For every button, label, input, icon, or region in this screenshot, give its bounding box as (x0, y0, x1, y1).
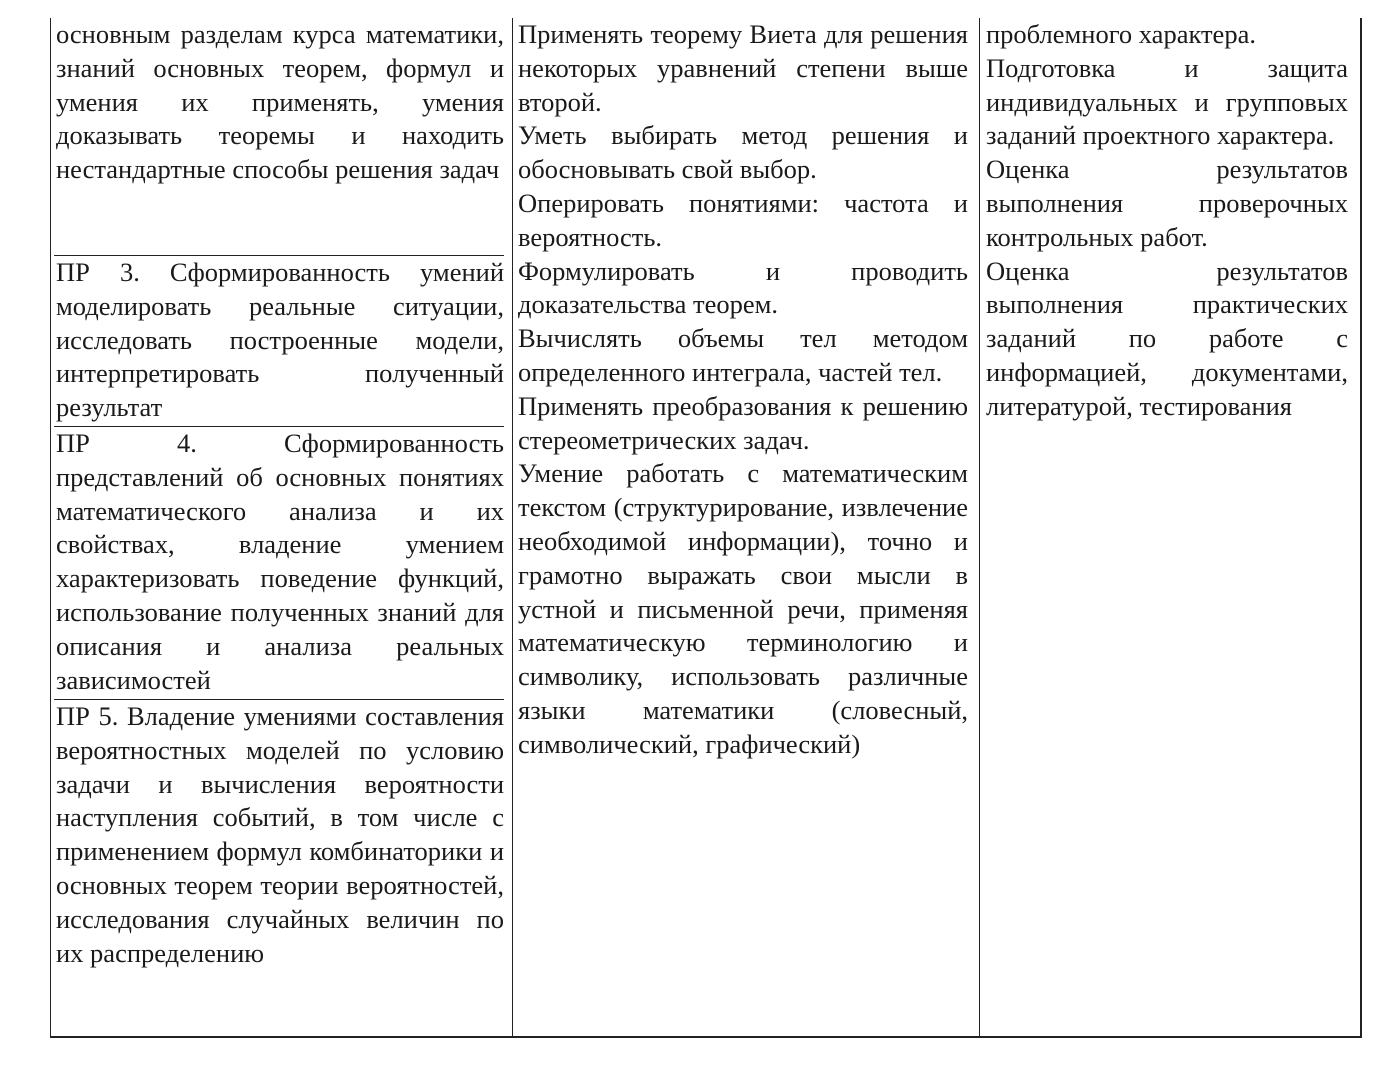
cell-text: ПР 5. Владение умениями составления вероятностных моделей по условию задачи и вычисления вероятности наступления событий, в том числе с применением формул комбинаторики и основных теорем теории вероятностей, исследования случайных величин по их распределению (56, 701, 504, 968)
skill-paragraph: Умение работать с математическим текстом (структурирование, извлечение необходимой информации), точно и грамотно выражать свои мысли в устной и письменной речи, применяя математическую терминологию и символику, использовать различные языки математики (словесный, символический, графический) (518, 458, 968, 759)
assessment-forms-column (986, 18, 1348, 1036)
skill-paragraph: Формулировать и проводить доказательства теорем. (518, 255, 968, 320)
assessment-paragraph: Оценка результатов выполнения практических заданий по работе с информацией, документами, литературой, тестирования (986, 255, 1348, 421)
assessment-paragraph: Подготовка и защита индивидуальных и групповых заданий проектного характера. (986, 52, 1348, 151)
skill-paragraph: Оперировать понятиями: частота и вероятность. (518, 187, 968, 252)
skill-paragraph: Применять преобразования к решению стереометрических задач. (518, 390, 968, 455)
assessment-table (50, 18, 1362, 1038)
skills-column (518, 18, 968, 1036)
column-divider-2 (979, 18, 980, 1036)
table-border-left (50, 18, 51, 1036)
skill-paragraph: Применять теорему Виета для решения некоторых уравнений степени выше второй. (518, 19, 968, 117)
cell-text: ПР 4. Сформированность представлений об основных понятиях математического анализа и их свойствах, владение умением характеризовать поведение функций, использование полученных знаний для описания и анализа реальных зависимостей (56, 428, 504, 695)
table-cell-pr3 (54, 255, 504, 426)
column-divider-1 (512, 18, 513, 1036)
table-cell-pr4 (54, 426, 504, 699)
skill-paragraph: Вычислять объемы тел методом определенного интеграла, частей тел. (518, 323, 968, 387)
assessment-paragraph: Оценка результатов выполнения проверочных контрольных работ. (986, 154, 1348, 252)
assessment-paragraph: проблемного характера. (986, 19, 1256, 49)
table-cell-pr5 (54, 699, 504, 970)
cell-text: ПР 3. Сформированность умений моделировать реальные ситуации, исследовать построенные модели, интерпретировать полученный результат (56, 257, 504, 423)
skill-paragraph: Уметь выбирать метод решения и обосновывать свой выбор. (518, 120, 968, 185)
results-column (54, 18, 504, 1036)
cell-text: основным разделам курса математики, знаний основных теорем, формул и умения их применять, умения доказывать теоремы и находить нестандартные способы решения задач (56, 19, 504, 185)
table-cell (54, 18, 504, 255)
